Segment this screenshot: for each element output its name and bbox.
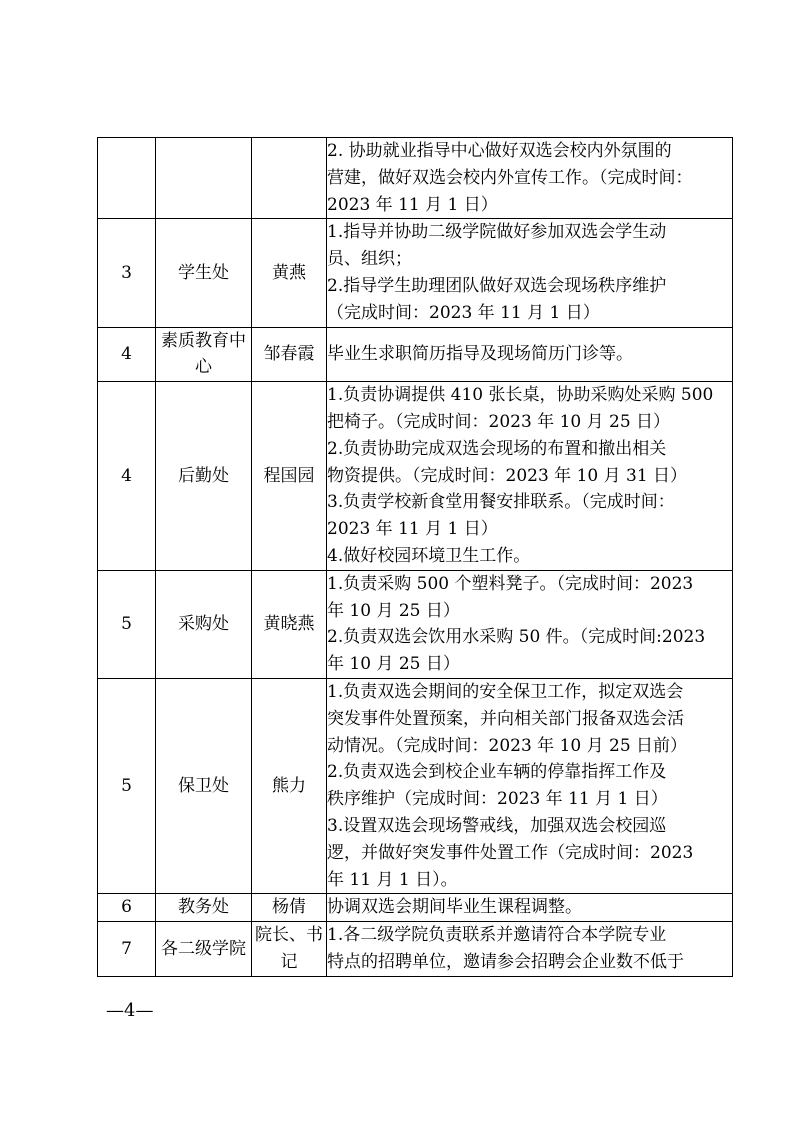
row-number: 4 (98, 382, 156, 571)
task-line: 2.负责双选会到校企业车辆的停靠指挥工作及 (327, 762, 667, 783)
task-line: （完成时间：2023 年 11 月 1 日） (327, 302, 600, 323)
task-line: 协调双选会期间毕业生课程调整。 (327, 897, 582, 918)
table-row (98, 678, 733, 893)
row-number: 5 (98, 570, 156, 678)
responsible-person: 杨倩 (252, 894, 327, 922)
task-line: 毕业生求职简历指导及现场简历门诊等。 (327, 343, 633, 364)
task-line: 1.各二级学院负责联系并邀请符合本学院专业 (327, 925, 667, 946)
row-number: 5 (98, 678, 156, 893)
task-line: 4.做好校园环境卫生工作。 (327, 545, 531, 566)
task-line: 3.负责学校新食堂用餐安排联系。（完成时间： (327, 492, 675, 513)
department: 各二级学院 (156, 922, 252, 977)
table-row (98, 327, 733, 382)
row-number: 6 (98, 894, 156, 922)
duty-table (97, 137, 733, 977)
task-line: 年 10 月 25 日） (327, 600, 460, 621)
row-number (98, 138, 156, 219)
responsible-person: 邹春霞 (252, 327, 327, 382)
task-line: 物资提供。（完成时间：2023 年 10 月 31 日） (327, 465, 688, 486)
task-line: 2.指导学生助理团队做好双选会现场秩序维护 (327, 275, 667, 296)
department: 后勤处 (156, 382, 252, 571)
department: 教务处 (156, 894, 252, 922)
task-line: 2023 年 11 月 1 日） (327, 194, 498, 215)
task-line: 员、组织； (327, 249, 412, 270)
task-line: 特点的招聘单位，邀请参会招聘会企业数不低于 (327, 951, 684, 972)
task-line: 1.指导并协助二级学院做好参加双选会学生动 (327, 222, 667, 243)
responsible-person: 熊力 (252, 678, 327, 893)
task-line: 秩序维护（完成时间：2023 年 11 月 1 日） (327, 789, 668, 810)
page-number: —4— (106, 1000, 154, 1021)
task-line: 2.负责双选会饮用水采购 50 件。（完成时间:2023 (327, 627, 706, 648)
task-description (327, 894, 733, 922)
row-number: 3 (98, 219, 156, 327)
row-number: 4 (98, 327, 156, 382)
department: 保卫处 (156, 678, 252, 893)
table-row (98, 922, 733, 977)
task-description (327, 382, 733, 571)
task-line: 1.负责双选会期间的安全保卫工作，拟定双选会 (327, 681, 684, 702)
responsible-person (252, 138, 327, 219)
task-line: 年 10 月 25 日） (327, 654, 460, 675)
task-line: 突发事件处置预案，并向相关部门报备双选会活 (327, 708, 684, 729)
task-line: 2.负责协助完成双选会现场的布置和撤出相关 (327, 438, 667, 459)
table-row (98, 382, 733, 571)
table-row (98, 894, 733, 922)
department: 采购处 (156, 570, 252, 678)
row-number: 7 (98, 922, 156, 977)
task-line: 3.设置双选会现场警戒线，加强双选会校园巡 (327, 815, 667, 836)
task-line: 营建，做好双选会校内外宣传工作。（完成时间： (327, 167, 693, 188)
task-line: 逻，并做好突发事件处置工作（完成时间：2023 (327, 842, 694, 863)
responsible-person: 院长、书记 (252, 922, 327, 977)
table-row (98, 219, 733, 327)
responsible-person: 黄燕 (252, 219, 327, 327)
table-row (98, 570, 733, 678)
responsible-person: 黄晓燕 (252, 570, 327, 678)
task-description (327, 138, 733, 219)
task-line: 年 11 月 1 日）。 (327, 869, 458, 890)
task-line: 2023 年 11 月 1 日） (327, 519, 498, 540)
department (156, 138, 252, 219)
task-description (327, 327, 733, 382)
task-description (327, 922, 733, 977)
task-line: 2. 协助就业指导中心做好双选会校内外氛围的 (327, 141, 672, 161)
task-description (327, 219, 733, 327)
task-description (327, 570, 733, 678)
table-row (98, 138, 733, 219)
department: 学生处 (156, 219, 252, 327)
task-line: 1.负责采购 500 个塑料凳子。（完成时间：2023 (327, 573, 694, 594)
task-line: 1.负责协调提供 410 张长桌，协助采购处采购 500 (327, 385, 714, 406)
task-line: 动情况。（完成时间：2023 年 10 月 25 日前） (327, 735, 688, 756)
task-description (327, 678, 733, 893)
task-line: 把椅子。（完成时间：2023 年 10 月 25 日） (327, 411, 671, 432)
department: 素质教育中心 (156, 327, 252, 382)
responsible-person: 程国园 (252, 382, 327, 571)
